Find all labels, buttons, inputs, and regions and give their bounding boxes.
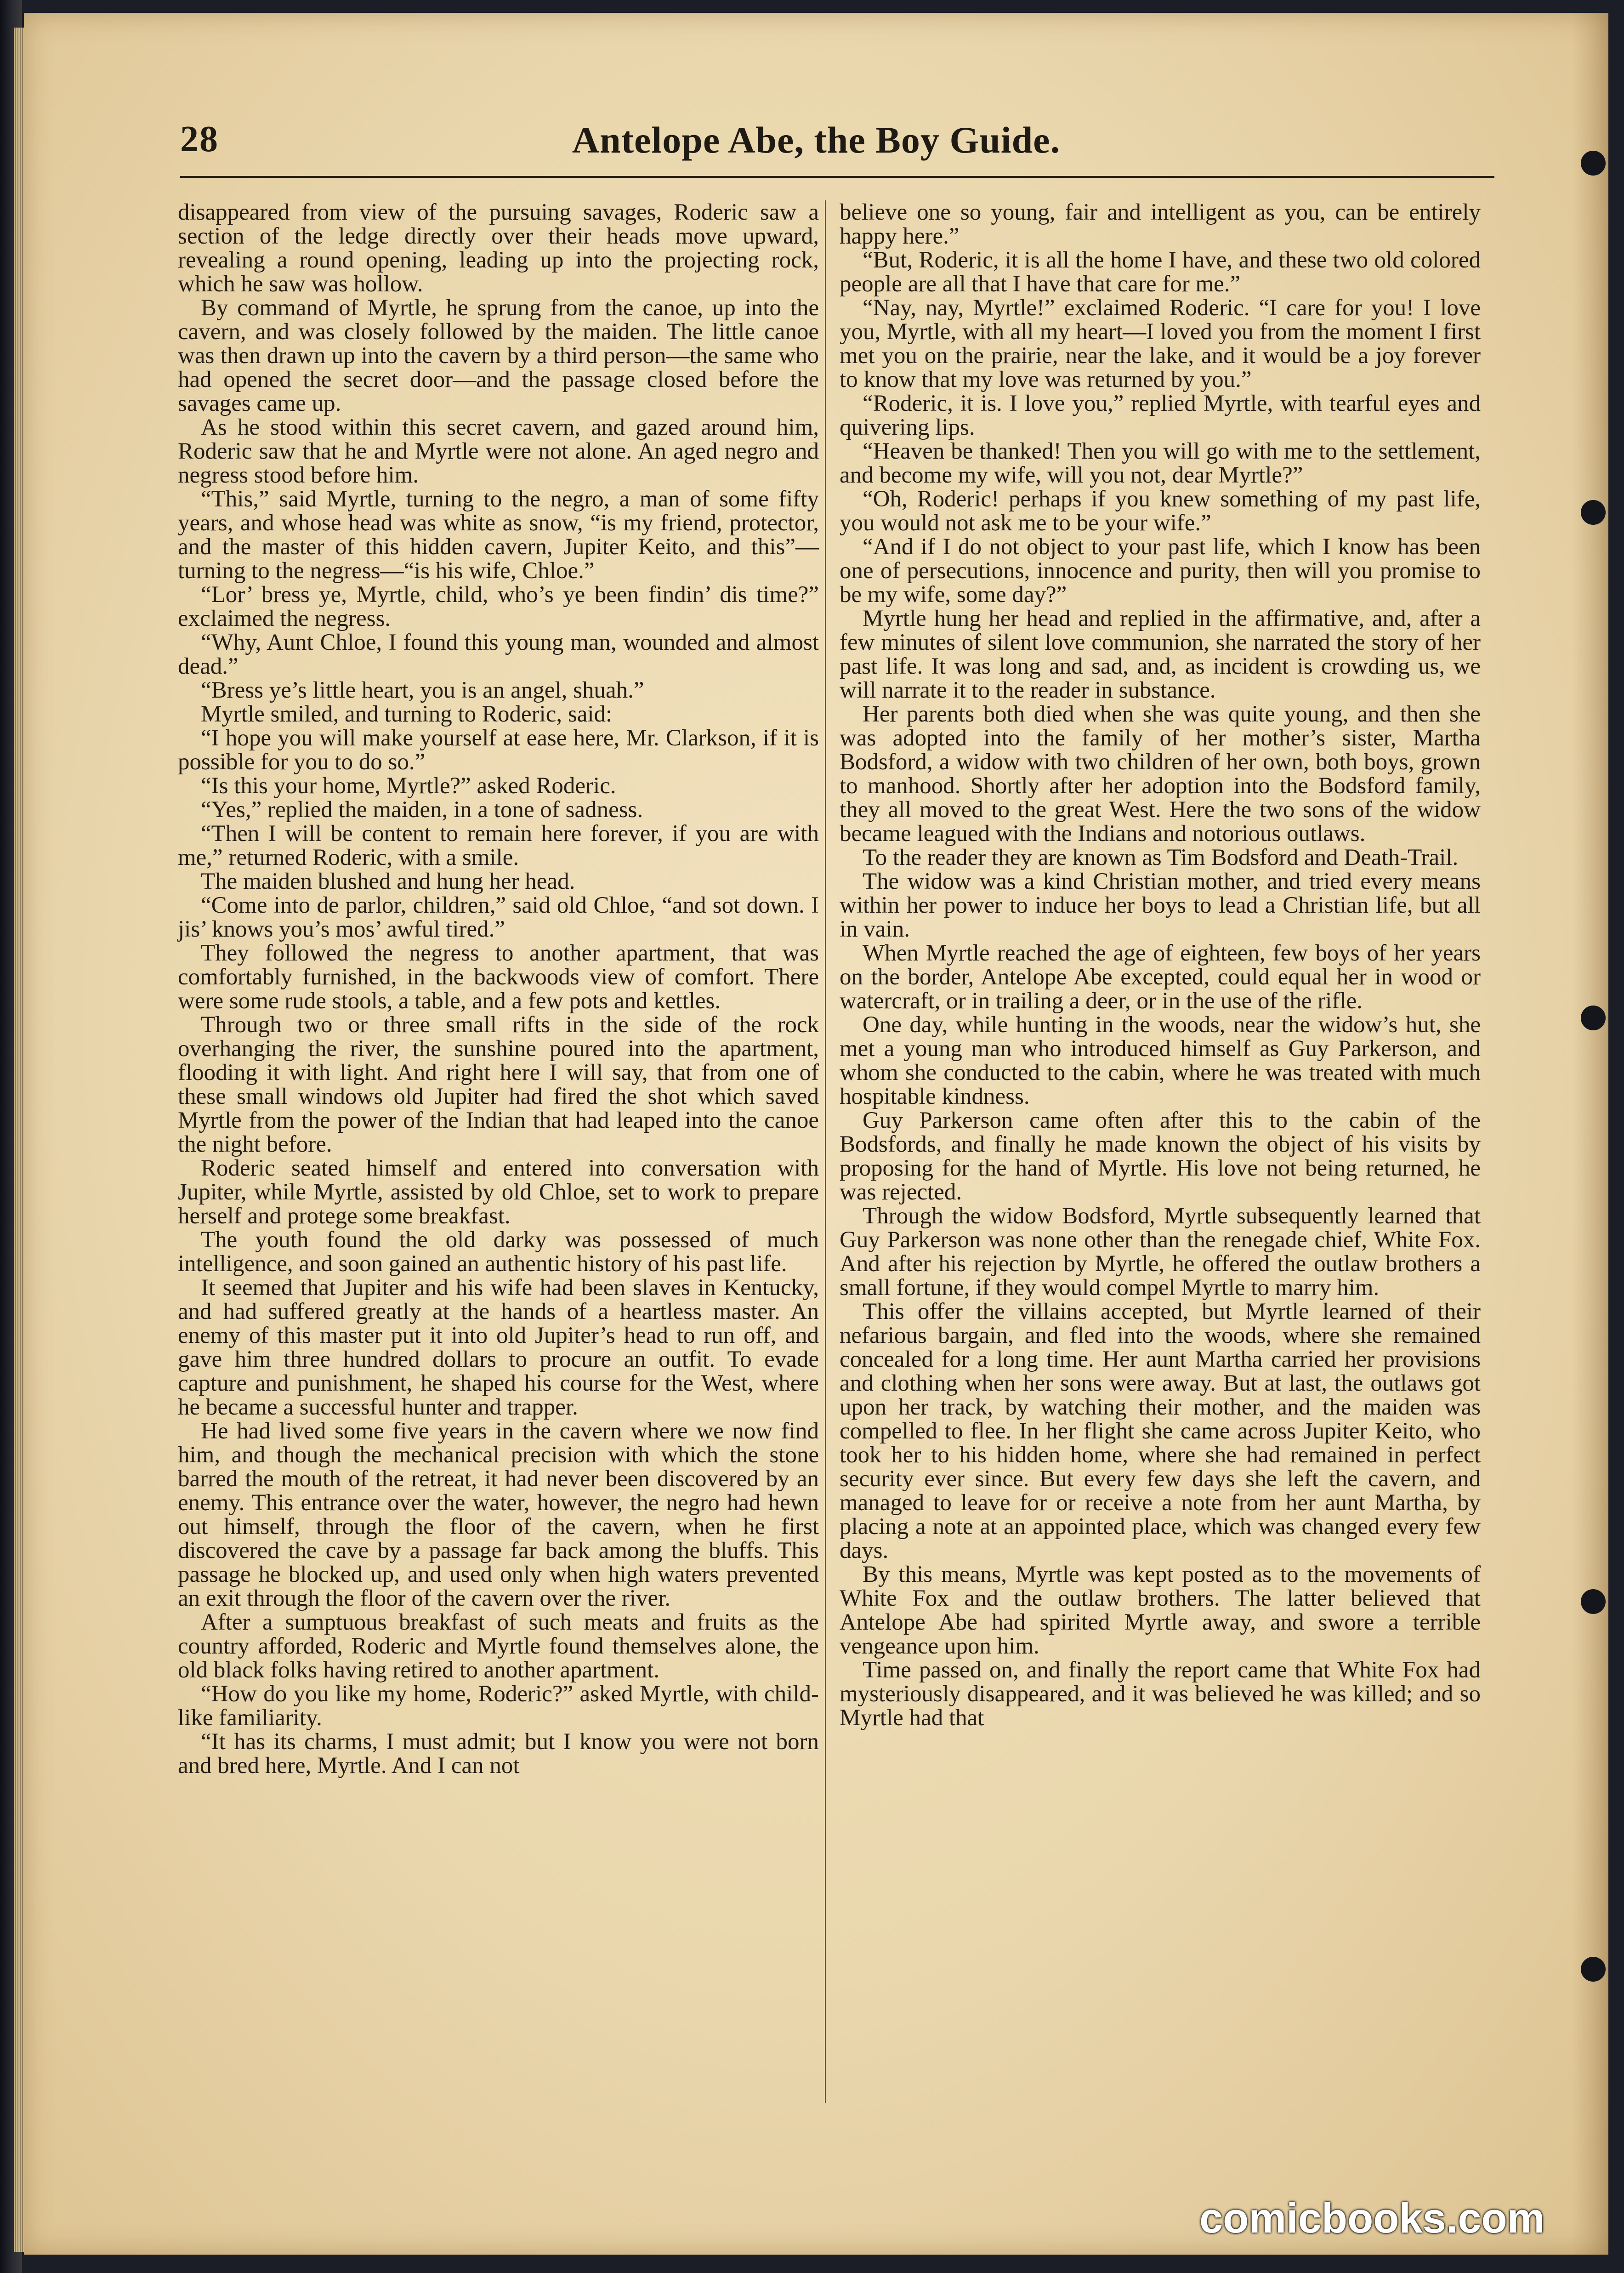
- paragraph: “Roderic, it is. I love you,” replied Myrtle, with tearful eyes and quivering lips.: [840, 391, 1481, 440]
- staple-hole: [1581, 1957, 1606, 1982]
- paragraph: “Heaven be thanked! Then you will go with me to the settlement, and become my wife, will you not, dear Myrtle?”: [840, 438, 1481, 488]
- paragraph: After a sumptuous breakfast of such meats and fruits as the country afforded, Roderic and Myrtle found themselves alone, the old black folks having retired to another apartment.: [178, 1609, 819, 1683]
- paragraph: “How do you like my home, Roderic?” asked Myrtle, with child-like familiarity.: [178, 1681, 819, 1731]
- paragraph: “Yes,” replied the maiden, in a tone of sadness.: [201, 797, 643, 823]
- paragraph: “Nay, nay, Myrtle!” exclaimed Roderic. “I care for you! I love you, Myrtle, with all my heart—I loved you from the moment I first met you on the prairie, near the lake, and it would be a joy forever to know that my love was returned by you.”: [840, 295, 1481, 392]
- left-column: [178, 200, 819, 1778]
- paragraph: Myrtle smiled, and turning to Roderic, said:: [201, 701, 613, 727]
- column-divider: [825, 200, 826, 2103]
- paragraph: “Come into de parlor, children,” said old Chloe, “and sot down. I jis’ knows you’s mos’ awful tired.”: [178, 892, 819, 942]
- paragraph: To the reader they are known as Tim Bodsford and Death-Trail.: [863, 845, 1459, 870]
- paragraph: By this means, Myrtle was kept posted as to the movements of White Fox and the outlaw brothers. The latter believed that Antelope Abe had spirited Myrtle away, and swore a terrible vengeance upon him.: [840, 1562, 1481, 1659]
- page-number: 28: [180, 119, 219, 159]
- paragraph: He had lived some five years in the cavern where we now find him, and though the mechanical precision with which the stone barred the mouth of the retreat, it had never been discovered by an enemy. This entrance over the water, however, the negro had hewn out himself, through the floor of the cavern, when he first discovered the cave by a passage far back among the bluffs. This passage he blocked up, and used only when high waters prevented an exit through the floor of the cavern over the river.: [178, 1418, 819, 1611]
- paragraph: “Oh, Roderic! perhaps if you knew something of my past life, you would not ask me to be your wife.”: [840, 486, 1481, 536]
- paragraph: “Then I will be content to remain here forever, if you are with me,” returned Roderic, with a smile.: [178, 821, 819, 870]
- paragraph: disappeared from view of the pursuing savages, Roderic saw a section of the ledge directly over their heads move upward, revealing a round opening, leading up into the projecting rock, which he saw was hollow.: [178, 199, 819, 297]
- paragraph: Roderic seated himself and entered into conversation with Jupiter, while Myrtle, assisted by old Chloe, set to work to prepare herself and protege some breakfast.: [178, 1155, 819, 1229]
- paragraph: Her parents both died when she was quite young, and then she was adopted into the family of her mother’s sister, Martha Bodsford, a widow with two children of her own, both boys, grown to manhood. Shortly after her adoption into the Bodsford family, they all moved to the great West. Here the two sons of the widow became leagued with the Indians and notorious outlaws.: [840, 701, 1481, 847]
- staple-hole: [1581, 500, 1606, 525]
- page-edge-shading: [1572, 13, 1608, 2255]
- paragraph: By command of Myrtle, he sprung from the canoe, up into the cavern, and was closely followed by the maiden. The little canoe was then drawn up into the cavern by a third person—the same who had opened the secret door—and the passage closed before the savages came up.: [178, 295, 819, 416]
- paragraph: Myrtle hung her head and replied in the affirmative, and, after a few minutes of silent love communion, she narrated the story of her past life. It was long and sad, and, as incident is crowding us, we will narrate it to the reader in substance.: [840, 606, 1481, 703]
- paragraph: “I hope you will make yourself at ease here, Mr. Clarkson, if it is possible for you to do so.”: [178, 725, 819, 775]
- paragraph: “And if I do not object to your past life, which I know has been one of persecutions, innocence and purity, then will you promise to be my wife, some day?”: [840, 534, 1481, 608]
- staple-hole: [1581, 1589, 1606, 1614]
- paragraph: As he stood within this secret cavern, and gazed around him, Roderic saw that he and Myrtle were not alone. An aged negro and negress stood before him.: [178, 415, 819, 488]
- paragraph: believe one so young, fair and intelligent as you, can be entirely happy here.”: [840, 199, 1481, 249]
- paragraph: “Is this your home, Myrtle?” asked Roderic.: [201, 773, 616, 799]
- paragraph: Through the widow Bodsford, Myrtle subsequently learned that Guy Parkerson was none other than the renegade chief, White Fox. And after his rejection by Myrtle, he offered the outlaw brothers a small fortune, if they would compel Myrtle to marry him.: [840, 1203, 1481, 1301]
- paragraph: “It has its charms, I must admit; but I know you were not born and bred here, Myrtle. And I can not: [178, 1729, 819, 1779]
- watermark: comicbooks.com: [1199, 2195, 1545, 2242]
- book-page: [24, 13, 1608, 2255]
- running-title: Antelope Abe, the Boy Guide.: [572, 119, 1061, 161]
- header-rule: [180, 176, 1494, 178]
- paragraph: The widow was a kind Christian mother, and tried every means within her power to induce her boys to lead a Christian life, but all in vain.: [840, 869, 1481, 942]
- paragraph: Guy Parkerson came often after this to the cabin of the Bodsfords, and finally he made known the object of his visits by proposing for the hand of Myrtle. His love not being returned, he was rejected.: [840, 1108, 1481, 1205]
- paragraph: The maiden blushed and hung her head.: [201, 869, 575, 894]
- page-stack-edge: [14, 28, 24, 2252]
- paragraph: “Bress ye’s little heart, you is an angel, shuah.”: [201, 677, 644, 703]
- staple-hole: [1581, 151, 1606, 176]
- paragraph: This offer the villains accepted, but Myrtle learned of their nefarious bargain, and fled into the woods, where she remained concealed for a long time. Her aunt Martha carried her provisions and clothing when her sons were away. But at last, the outlaws got upon her track, by watching their mother, and the maiden was compelled to flee. In her flight she came across Jupiter Keito, who took her to his hidden home, where she had remained in perfect security ever since. But every few days she left the cavern, and managed to leave for or receive a note from her aunt Martha, by placing a note at an appointed place, which was changed every few days.: [840, 1299, 1481, 1563]
- paragraph: It seemed that Jupiter and his wife had been slaves in Kentucky, and had suffered greatly at the hands of a heartless master. An enemy of this master put it into old Jupiter’s head to run off, and gave him three hundred dollars to procure an outfit. To evade capture and punishment, he shaped his course for the West, where he became a successful hunter and trapper.: [178, 1275, 819, 1420]
- paragraph: The youth found the old darky was possessed of much intelligence, and soon gained an authentic history of his past life.: [178, 1227, 819, 1277]
- paragraph: “Lor’ bress ye, Myrtle, child, who’s ye been findin’ dis time?” exclaimed the negress.: [178, 582, 819, 631]
- paragraph: They followed the negress to another apartment, that was comfortably furnished, in the backwoods view of comfort. There were some rude stools, a table, and a few pots and kettles.: [178, 940, 819, 1014]
- paragraph: Time passed on, and finally the report came that White Fox had mysteriously disappeared, and it was believed he was killed; and so Myrtle had that: [840, 1657, 1481, 1731]
- right-column: [840, 200, 1481, 1730]
- paragraph: “Why, Aunt Chloe, I found this young man, wounded and almost dead.”: [178, 630, 819, 679]
- page-header: [24, 119, 1608, 174]
- paragraph: “This,” said Myrtle, turning to the negro, a man of some fifty years, and whose head was white as snow, “is my friend, protector, and the master of this hidden cavern, Jupiter Keito, and this”—turning to the negress—“is his wife, Chloe.”: [178, 486, 819, 584]
- paragraph: When Myrtle reached the age of eighteen, few boys of her years on the border, Antelope Abe excepted, could equal her in wood or watercraft, or in trailing a deer, or in the use of the rifle.: [840, 940, 1481, 1014]
- paragraph: One day, while hunting in the woods, near the widow’s hut, she met a young man who introduced himself as Guy Parkerson, and whom she conducted to the cabin, where he was treated with much hospitable kindness.: [840, 1012, 1481, 1109]
- paragraph: “But, Roderic, it is all the home I have, and these two old colored people are all that I have that care for me.”: [840, 247, 1481, 297]
- paragraph: Through two or three small rifts in the side of the rock overhanging the river, the sunshine poured into the apartment, flooding it with light. And right here I will say, that from one of these small windows old Jupiter had fired the shot which saved Myrtle from the power of the Indian that had leaped into the canoe the night before.: [178, 1012, 819, 1157]
- staple-hole: [1581, 1006, 1606, 1030]
